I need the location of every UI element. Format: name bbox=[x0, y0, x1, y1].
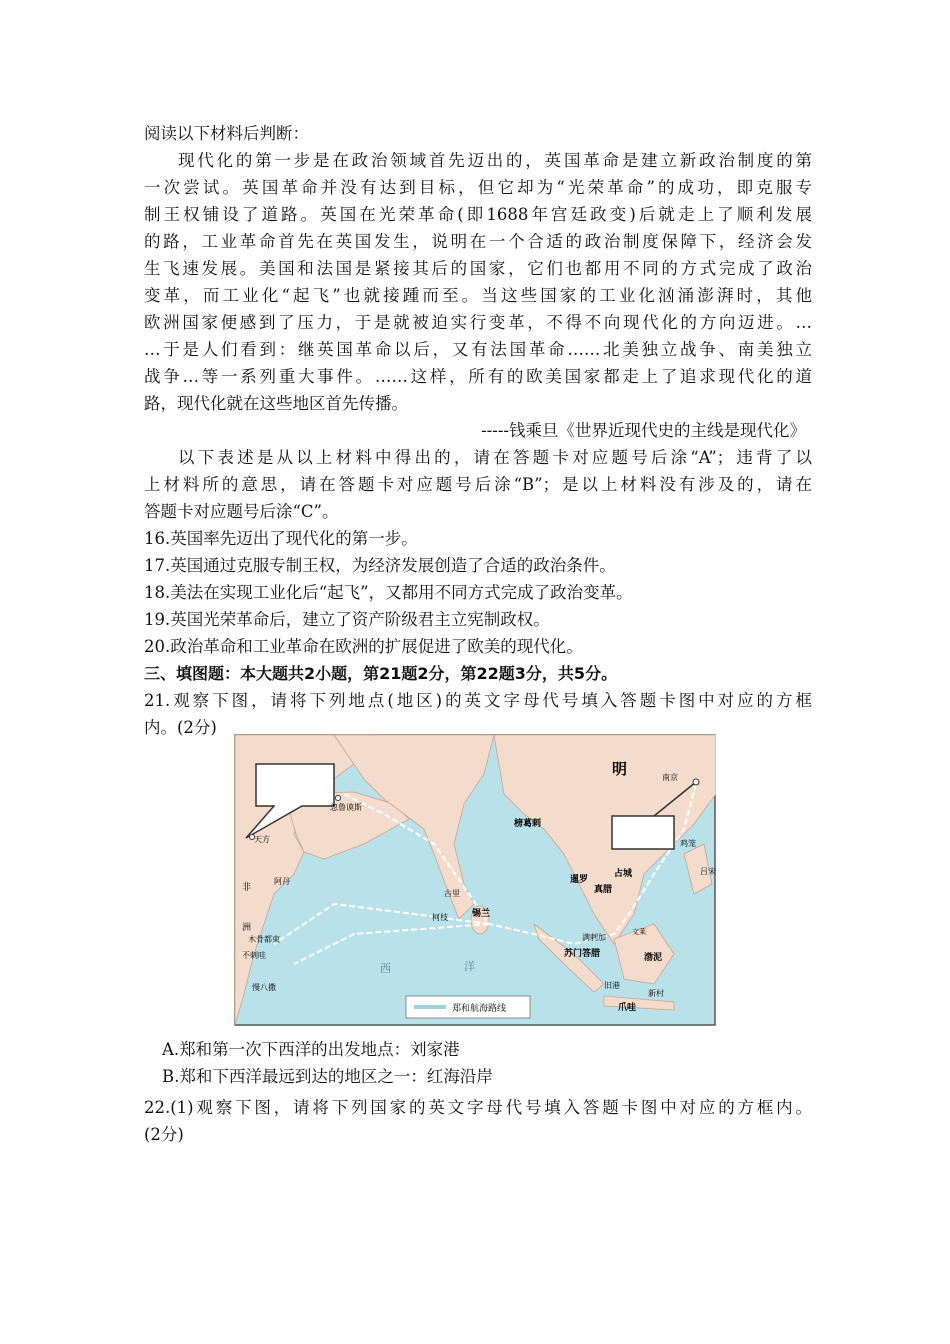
label-wenlai: 文莱 bbox=[632, 928, 646, 936]
label-zhancheng: 占城 bbox=[614, 869, 633, 879]
zheng-he-route-map bbox=[234, 734, 716, 1026]
label-manlajia: 满剌加 bbox=[582, 933, 606, 942]
label-zhaowa: 爪哇 bbox=[618, 1003, 637, 1013]
question-22-line: (2分) bbox=[144, 1125, 184, 1144]
passage-line: 一次尝试。英国革命并没有达到目标，但它却为“光荣革命”的成功，即克服专 bbox=[144, 178, 812, 197]
label-mugudushu: 木骨都束 bbox=[248, 935, 280, 944]
label-jilong: 鸡笼 bbox=[680, 839, 696, 848]
passage-line: 路，现代化就在这些地区首先传播。 bbox=[144, 394, 408, 413]
option-a: A.郑和第一次下西洋的出发地点：刘家港 bbox=[162, 1040, 460, 1059]
passage-line: 的路，工业革命首先在英国发生，说明在一个合适的政治制度保障下，经济会发 bbox=[144, 232, 812, 251]
instruction-line: 以下表述是从以上材料中得出的，请在答题卡对应题号后涂“A”；违背了以 bbox=[178, 448, 812, 467]
map-svg bbox=[234, 734, 716, 1026]
legend-label: 郑和航海路线 bbox=[452, 1004, 507, 1014]
map-options bbox=[162, 1036, 493, 1090]
passage-line: 现代化的第一步是在政治领域首先迈出的，英国革命是建立新政治制度的第 bbox=[178, 151, 812, 170]
intro-text: 阅读以下材料后判断： bbox=[144, 124, 309, 143]
passage-line: 欧洲国家便感到了压力，于是就被迫实行变革，不得不向现代化的方向迈进。… bbox=[144, 313, 812, 332]
label-hormuz: 忽鲁谟斯 bbox=[330, 803, 362, 812]
passage-line: 制王权铺设了道路。英国在光荣革命(即1688年宫廷政变)后就走上了顺利发展 bbox=[144, 205, 812, 224]
question-item: 17.英国通过克服专制王权，为经济发展创造了合适的政治条件。 bbox=[144, 556, 616, 575]
label-tianfang: 天方 bbox=[254, 835, 270, 844]
label-bulawa: 不剌哇 bbox=[242, 951, 266, 960]
label-zhou: 洲 bbox=[242, 923, 252, 933]
question-21-line: 21.观察下图，请将下列地点(地区)的英文字母代号填入答题卡图中对应的方框 bbox=[144, 691, 812, 710]
label-xincun: 新村 bbox=[648, 989, 664, 998]
instruction-line: 上材料所的意思，请在答题卡对应题号后涂“B”；是以上材料没有涉及的，请在 bbox=[144, 475, 812, 494]
label-xianluo: 暹罗 bbox=[570, 875, 589, 885]
section-heading: 三、填图题：本大题共2小题，第21题2分，第22题3分，共5分。 bbox=[144, 664, 618, 683]
label-zhenla: 真腊 bbox=[594, 885, 613, 895]
question-22 bbox=[144, 1094, 812, 1148]
question-item: 16.英国率先迈出了现代化的第一步。 bbox=[144, 529, 418, 548]
label-bangela: 榜葛剌 bbox=[514, 819, 542, 829]
label-xilan: 锡兰 bbox=[472, 909, 491, 919]
label-fei: 非 bbox=[242, 883, 252, 893]
question-item: 19.英国光荣革命后，建立了资产阶级君主立宪制政权。 bbox=[144, 610, 550, 629]
city-dot bbox=[336, 796, 341, 801]
label-xi: 西 bbox=[380, 962, 391, 975]
label-ming: 明 bbox=[612, 760, 628, 778]
passage-line: 战争…等一系列重大事件。……这样，所有的欧美国家都走上了追求现代化的道 bbox=[144, 367, 812, 386]
label-yang: 洋 bbox=[464, 960, 475, 973]
answer-box-east[interactable] bbox=[612, 816, 674, 849]
label-sumendala: 苏门答腊 bbox=[564, 949, 601, 959]
question-22-line: 22.(1)观察下图，请将下列国家的英文字母代号填入答题卡图中对应的方框内。 bbox=[144, 1098, 812, 1117]
label-manbasa: 慢八撒 bbox=[252, 983, 276, 992]
label-lvsong: 吕宋 bbox=[700, 867, 716, 876]
exam-page bbox=[144, 120, 812, 741]
passage-line: 变革，而工业化“起飞”也就接踵而至。当这些国家的工业化汹涌澎湃时，其他 bbox=[144, 286, 812, 305]
city-dot bbox=[693, 779, 699, 785]
label-guli: 古里 bbox=[444, 889, 460, 898]
option-b: B.郑和下西洋最远到达的地区之一：红海沿岸 bbox=[162, 1067, 493, 1086]
passage-line: …于是人们看到：继英国革命以后，又有法国革命……北美独立战争、南美独立 bbox=[144, 340, 812, 359]
source-citation: -----钱乘旦《世界近现代史的主线是现代化》 bbox=[481, 421, 806, 440]
label-nanjing: 南京 bbox=[662, 773, 678, 782]
label-kezhi: 柯枝 bbox=[432, 913, 448, 922]
label-adan: 阿丹 bbox=[274, 877, 290, 886]
label-jiugang: 旧港 bbox=[604, 981, 620, 990]
question-21-line: 内。(2分) bbox=[144, 718, 217, 737]
instruction-line: 答题卡对应题号后涂“C”。 bbox=[144, 502, 339, 521]
label-boni: 渤泥 bbox=[644, 953, 663, 963]
question-item: 18.美法在实现工业化后“起飞”，又都用不同方式完成了政治变革。 bbox=[144, 583, 633, 602]
question-item: 20.政治革命和工业革命在欧洲的扩展促进了欧美的现代化。 bbox=[144, 637, 583, 656]
passage-line: 生飞速发展。美国和法国是紧接其后的国家，它们也都用不同的方式完成了政治 bbox=[144, 259, 812, 278]
